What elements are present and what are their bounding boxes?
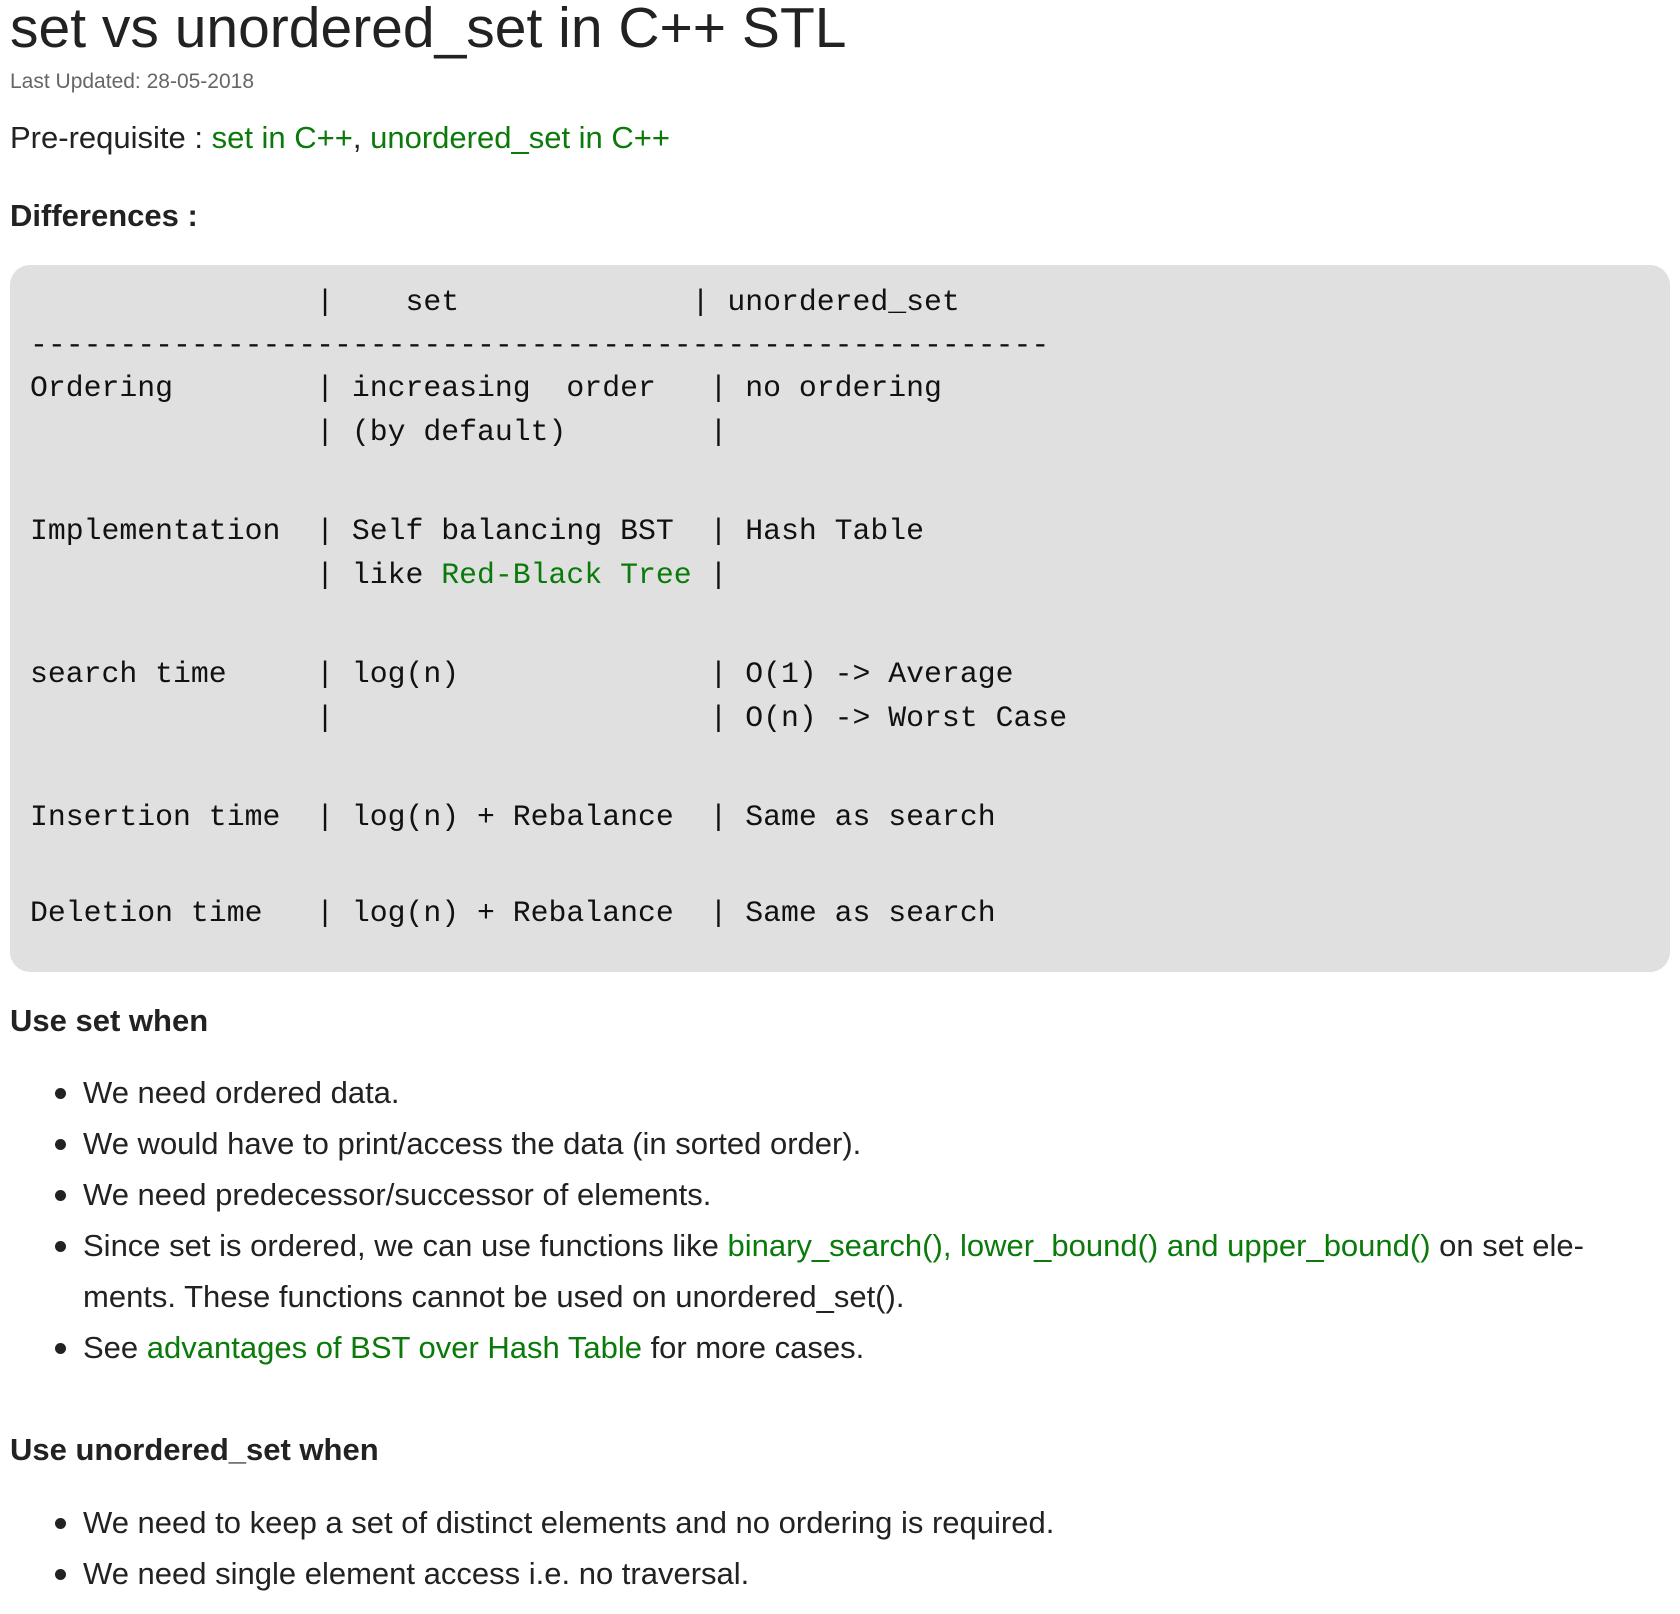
differences-heading: Differences : <box>10 198 198 233</box>
code-line: Insertion time | log(n) + Rebalance | Same as search <box>30 800 996 834</box>
list-item-text: We would have to print/access the data (in sorted order). <box>83 1126 862 1161</box>
list-item-text: We need ordered data. <box>83 1075 400 1110</box>
list-item <box>0 1220 1640 1322</box>
code-line: | set | unordered_set <box>30 285 960 319</box>
bullet-icon <box>55 1139 66 1150</box>
list-item <box>0 1548 1640 1599</box>
bullet-icon <box>55 1343 66 1354</box>
list-item-text: See <box>83 1330 147 1365</box>
list-item <box>0 1118 1640 1169</box>
bullet-icon <box>55 1241 66 1252</box>
last-updated: Last Updated: 28-05-2018 <box>10 70 255 93</box>
list-item <box>0 1067 1640 1118</box>
code-line <box>30 558 727 592</box>
bullet-icon <box>55 1569 66 1580</box>
code-separator-line: --------------------------------------------------------- <box>30 328 1050 362</box>
code-line: | (by default) | <box>30 415 728 449</box>
page-title: set vs unordered_set in C++ STL <box>10 0 847 60</box>
bullet-icon <box>55 1190 66 1201</box>
list-item <box>0 1169 1640 1220</box>
red-black-tree-link[interactable]: Red-Black Tree <box>441 558 692 592</box>
list-item-text: We need to keep a set of distinct elements and no ordering is required. <box>83 1505 1055 1540</box>
prerequisite-separator: , <box>352 120 371 155</box>
list-item-text: We need predecessor/successor of elements. <box>83 1177 712 1212</box>
bst-vs-hash-table-link[interactable]: advantages of BST over Hash Table <box>146 1330 642 1365</box>
code-line: search time | log(n) | O(1) -> Average <box>30 657 1014 691</box>
use-unordered-set-list <box>0 1497 1640 1599</box>
set-in-cpp-link[interactable]: set in C++ <box>211 120 353 155</box>
bullet-icon <box>55 1088 66 1099</box>
code-text: | <box>691 558 728 592</box>
unordered-set-in-cpp-link[interactable]: unordered_set in C++ <box>370 120 670 155</box>
list-item <box>0 1322 1640 1373</box>
code-text: | like <box>30 558 442 592</box>
code-line: Implementation | Self balancing BST | Hash Table <box>30 514 925 548</box>
use-set-list <box>0 1067 1640 1373</box>
prerequisite-label: Pre-requisite : <box>10 120 212 155</box>
code-line: Ordering | increasing order | no ordering <box>30 371 942 405</box>
list-item-text: for more cases. <box>641 1330 865 1365</box>
list-item <box>0 1497 1640 1548</box>
list-item-text: Since set is ordered, we can use functions like <box>83 1228 728 1263</box>
prerequisite-line <box>10 120 670 156</box>
code-line: | | O(n) -> Worst Case <box>30 701 1068 735</box>
bullet-icon <box>55 1518 66 1529</box>
use-set-heading: Use set when <box>10 1003 209 1038</box>
code-line: Deletion time | log(n) + Rebalance | Same as search <box>30 896 996 930</box>
binary-search-functions-link[interactable]: binary_search(), lower_bound() and upper_bound() <box>727 1228 1431 1263</box>
comparison-code-block <box>10 265 1670 972</box>
list-item-text: on set ele-ments. These functions cannot be used on unordered_set(). <box>83 1228 1584 1314</box>
use-unordered-set-heading: Use unordered_set when <box>10 1432 379 1467</box>
list-item-text: We need single element access i.e. no traversal. <box>83 1556 750 1591</box>
